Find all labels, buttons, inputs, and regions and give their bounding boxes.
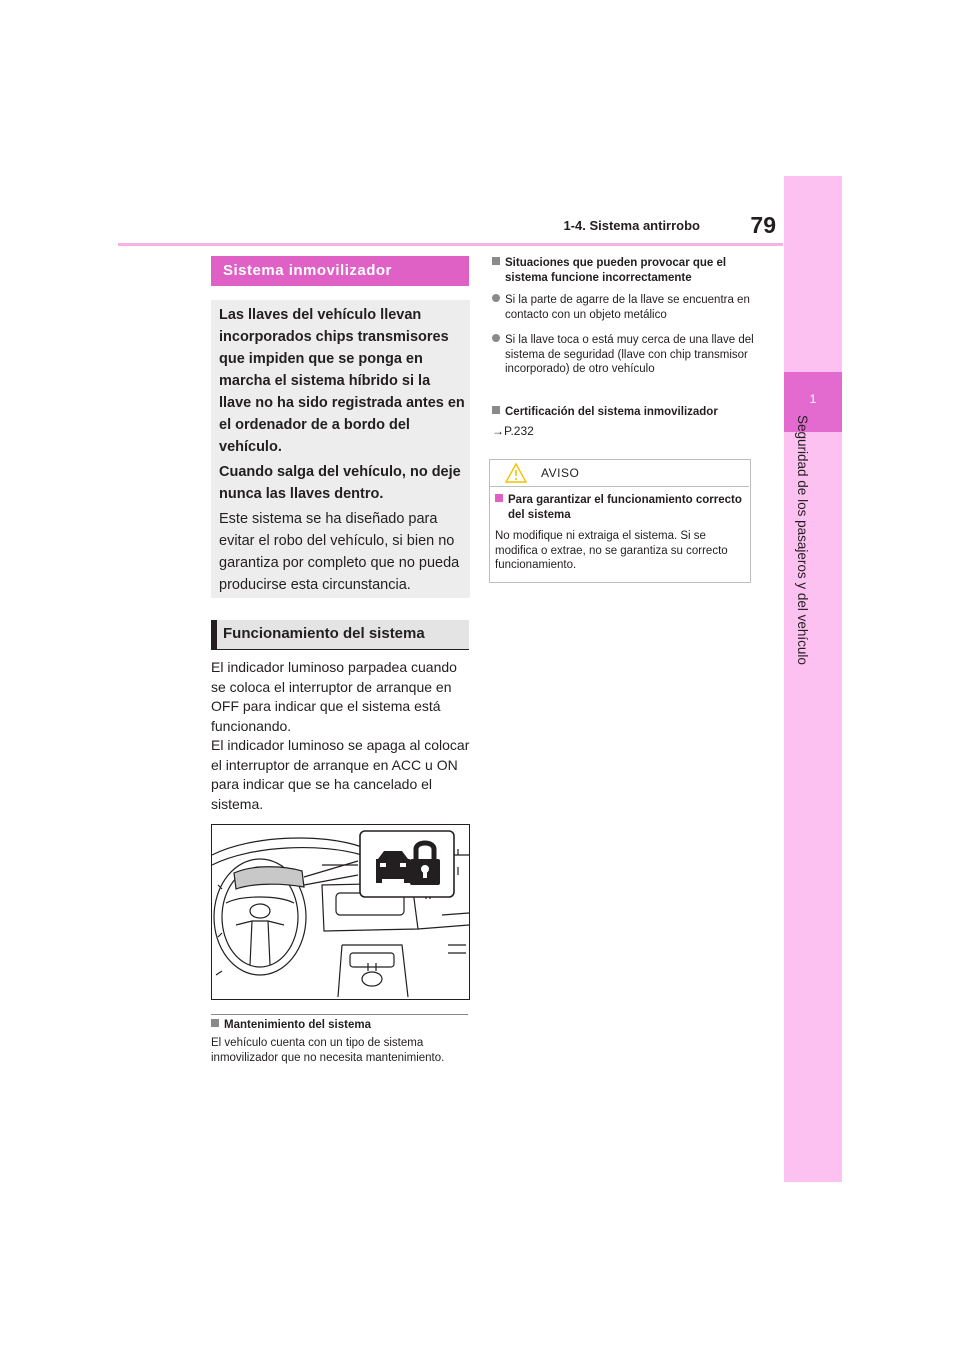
malfunction-heading-row [492,256,767,286]
warning-title: AVISO [541,466,580,480]
operation-heading-rule [211,649,469,650]
certification-reference[interactable]: →P.232 [492,424,534,438]
chapter-title: Seguridad de los pasajeros y del vehículo [795,415,810,665]
chapter-number: 1 [809,392,817,406]
maintenance-heading: Mantenimiento del sistema [224,1019,371,1031]
square-bullet-icon [492,406,500,414]
dashboard-illustration [211,824,470,1000]
immobilizer-heading: Sistema inmovilizador [223,262,392,279]
operation-text-1: El indicador luminoso parpadea cuando se coloca el interruptor de arranque en OFF para indicar que el sistema está funcionando. [211,659,457,734]
intro-text [219,304,465,597]
operation-heading-bar [211,620,217,650]
maintenance-text: El vehículo cuenta con un tipo de sistema inmovilizador que no necesita mantenimiento. [211,1037,445,1064]
page-number: 79 [750,212,776,238]
intro-normal: Este sistema se ha diseñado para evitar el robo del vehículo, si bien no garantiza por completo que no pueda producirse esta circunstancia. [219,511,460,593]
round-bullet-icon [492,334,500,342]
operation-text [211,658,473,814]
round-bullet-icon [492,294,500,302]
header-rule [118,243,783,246]
maintenance-heading-row [211,1018,471,1033]
warning-triangle-icon [505,463,527,483]
malfunction-item [492,333,767,377]
intro-bold-2: Cuando salga del vehículo, no deje nunca las llaves dentro. [219,464,461,502]
warning-text: No modifique ni extraiga el sistema. Si se modifica o extrae, no se garantiza su correcto funcionamiento. [495,530,728,571]
warning-title-bar [490,460,749,487]
square-bullet-icon [495,494,503,502]
section-divider [211,1014,468,1015]
malfunction-item [492,293,767,322]
warning-heading: Para garantizar el funcionamiento correcto del sistema [508,494,742,521]
malfunction-item-text: Si la llave toca o está muy cerca de una llave del sistema de seguridad (llave con chip transmisor incorporado) de otro vehículo [505,334,754,375]
certification-heading-row [492,405,754,420]
intro-bold-1: Las llaves del vehículo llevan incorporados chips transmisores que impiden que se ponga en marcha el sistema híbrido si la llave no ha sido registrada antes en el ordenador de a bordo del vehículo. [219,307,465,455]
square-bullet-icon [211,1019,219,1027]
square-bullet-icon [492,257,500,265]
malfunction-item-text: Si la parte de agarre de la llave se encuentra en contacto con un objeto metálico [505,294,750,321]
certification-heading: Certificación del sistema inmovilizador [505,406,718,418]
section-title: 1-4. Sistema antirrobo [563,218,700,233]
operation-text-2: El indicador luminoso se apaga al colocar el interruptor de arranque en ACC u ON para indicar que se ha cancelado el sistema. [211,737,470,812]
operation-heading: Funcionamiento del sistema [223,625,425,642]
malfunction-heading: Situaciones que pueden provocar que el sistema funcione incorrectamente [505,257,727,284]
dashboard-drawing [212,825,469,999]
warning-heading-row [495,493,753,523]
